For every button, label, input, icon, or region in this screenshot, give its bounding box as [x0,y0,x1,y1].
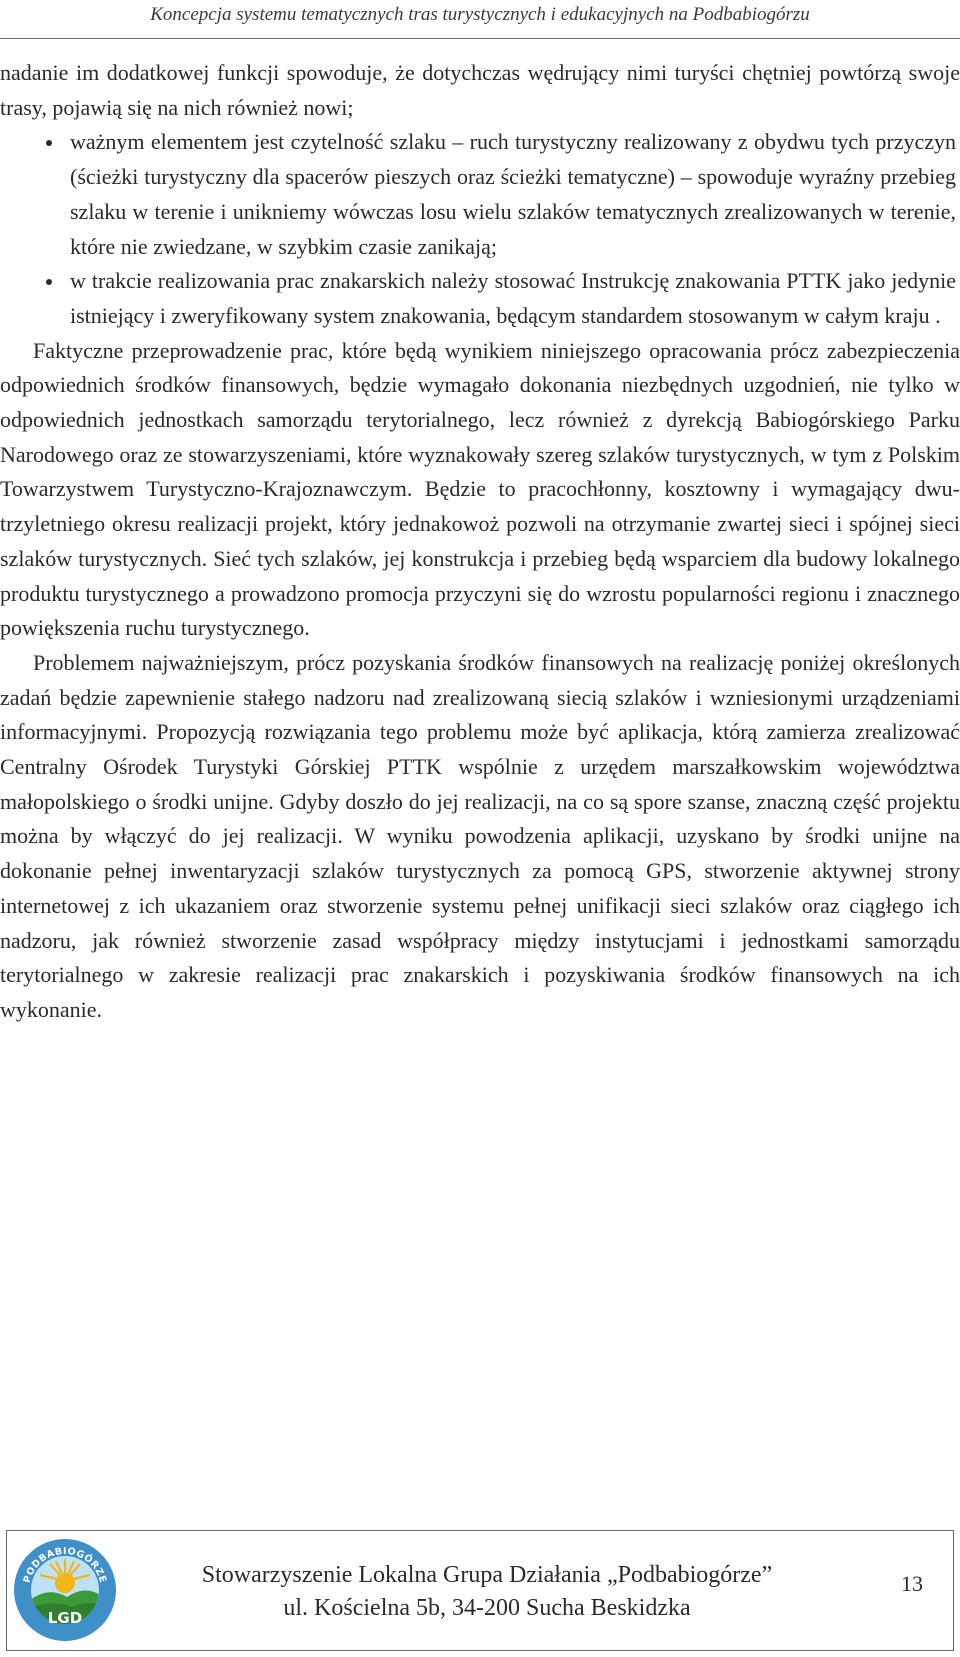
bullet-icon [46,140,52,146]
footer-street: ul. Kościelna 5b, 34-200 Sucha Beskidzka [283,1595,691,1621]
bullet-list [0,125,960,333]
footer-address [167,1559,807,1625]
page-footer [6,1530,954,1651]
lgd-podbabiogorze-logo-icon [12,1537,118,1643]
page-number: 13 [901,1571,923,1596]
bullet-text: ważnym elementem jest czytelność szlaku – ruch turystyczny realizowany z obydwu tych przyczyn (ścieżki turystyczny dla spacerów pieszych oraz ścieżki tematyczne) – spowoduje wyraźny przebieg szlaku w terenie i unikniemy wówczas losu wielu szlaków tematycznych zrealizowanych w terenie, które nie zwiedzane, w szybkim czasie zanikają; [70,129,956,259]
bullet-text: w trakcie realizowania prac znakarskich należy stosować Instrukcję znakowania PTTK jako jedynie istniejący i zweryfikowany system znakowania, będącym standardem stosowanym w całym kraju . [70,268,956,328]
continuation-text: nadanie im dodatkowej funkcji spowoduje, że dotychczas wędrujący nimi turyści chętniej powtórzą swoje trasy, pojawią się na nich również nowi; [0,60,960,120]
logo-top-text: PODBABIOGÓRZE [21,1545,109,1585]
body-paragraph: Faktyczne przeprowadzenie prac, które będą wynikiem niniejszego opracowania prócz zabezpieczenia odpowiednich środków finansowych, będzie wymagało dokonania niezbędnych uzgodnień, nie tylko w odpowiednich jednostkach samorządu terytorialnego, lecz również z dyrekcją Babiogórskiego Parku Narodowego oraz ze stowarzyszeniami, które wyznakowały szereg szlaków turystycznych, w tym z Polskim Towarzystwem Turystyczno-Krajoznawczym. Będzie to pracochłonny, kosztowny i wymagający dwu-trzyletniego okresu realizacji projekt, który jednakowoż pozwoli na otrzymanie zwartej sieci i spójnej sieci szlaków turystycznych. Sieć tych szlaków, jej konstrukcja i przebieg będą wsparciem dla budowy lokalnego produktu turystycznego a prowadzono promocja przyczyni się do wzrostu popularności regionu i znacznego powiększenia ruchu turystycznego. [0,337,960,641]
running-header-title: Koncepcja systemu tematycznych tras turystycznych i edukacyjnych na Podbabiogórzu [150,4,810,25]
logo-bottom-text: LGD [47,1609,83,1627]
page-content [0,56,960,1028]
body-paragraph: Problemem najważniejszym, prócz pozyskania środków finansowych na realizację poniżej określonych zadań będzie zapewnienie stałego nadzoru nad zrealizowaną siecią szlaków i wzniesionymi urządzeniami informacyjnymi. Propozycją rozwiązania tego problemu może być aplikacja, którą zamierza zrealizować Centralny Ośrodek Turystyki Górskiej PTTK wspólnie z urzędem marszałkowskim województwa małopolskiego o środki unijne. Gdyby doszło do jej realizacji, na co są spore szanse, znaczną część projektu można by włączyć do jej realizacji. W wyniku powodzenia aplikacji, uzyskano by środki unijne na dokonanie pełnej inwentaryzacji szlaków turystycznych za pomocą GPS, stworzenie aktywnej strony internetowej z ich ukazaniem oraz stworzenie systemu pełnej unifikacji sieci szlaków oraz ciągłego ich nadzoru, jak również stworzenie zasad współpracy między instytucjami i jednostkami samorządu terytorialnego w zakresie realizacji prac znakarskich i pozyskiwania środków finansowych na ich wykonanie. [0,649,960,1022]
list-item [0,264,960,333]
bullet-icon [46,279,52,285]
running-header [0,0,960,39]
footer-organization: Stowarzyszenie Lokalna Grupa Działania „Podbabiogórze” [201,1562,773,1588]
list-item [0,125,960,264]
